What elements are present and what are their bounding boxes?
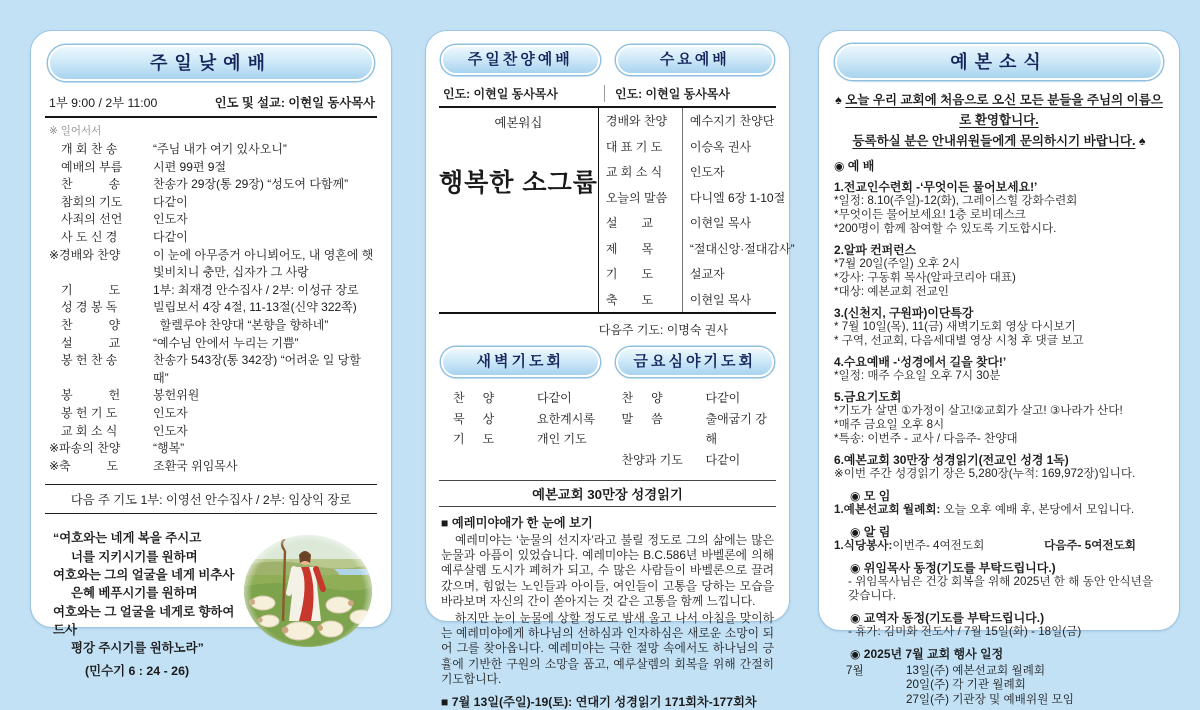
order-value: 봉헌위원 [153, 388, 200, 403]
order-label: 봉 헌 찬 송 [61, 353, 118, 368]
row-value: 다니엘 6장 1-10절 [689, 190, 786, 205]
panel-title-sunday-day-worship: 주일낮예배 [48, 45, 374, 81]
blessing-line: 여호와는 그의 얼굴을 네게 비추사 [53, 568, 235, 582]
wednesday-row [599, 210, 795, 236]
section-heading-worship: ◉ 예 배 [834, 158, 875, 173]
worship-order-row [61, 229, 377, 247]
bible-reading-paragraph: 하지만 눈이 눈물에 상할 정도로 밤새 울고 나서 아침을 맞이하는 예레미야에게 하나님의 선하심과 인자하심은 새로운 소망이 되어 그를 찾아옵니다. 예레미야는 극한 절망 속에서도 하나님의 긍휼에 기반한 구원의 소망을 품고, 예루살렘의 회복을 위해 간절히 기도합니다. [441, 611, 774, 686]
section-heading-staff: ◉ 교역자 동정(기도를 부탁드립니다.) [850, 610, 1045, 625]
worship-order-row [61, 282, 377, 300]
row-value: “절대신앙·절대감사” [689, 241, 795, 256]
news-item-line: *200명이 함께 참여할 수 있도록 기도합시다. [834, 221, 1057, 235]
order-value: 빌립보서 4장 4절, 11-13절(신약 322쪽) [153, 300, 357, 315]
news-item-line: *기도가 살면 ①가정이 살고!②교회가 살고! ③나라가 산다! [834, 403, 1123, 417]
panel-title-dawn-prayer: 새벽기도회 [441, 347, 600, 377]
order-value: “행복” [153, 441, 185, 456]
worship-order-row [61, 387, 377, 405]
schedule-event: 27일(주) 기관장 및 예배위원 모임 [906, 692, 1074, 706]
wednesday-row [599, 134, 795, 160]
row-value: 인도자 [689, 165, 725, 180]
service-times: 1부 9:00 / 2부 11:00 [49, 96, 158, 110]
stand-note: ※ 일어서서 [49, 125, 102, 137]
order-label: 찬 송 [61, 177, 121, 192]
order-label: 성 경 봉 독 [61, 300, 118, 315]
worship-order-row [61, 194, 377, 212]
news-item-title: 6.예본교회 30만장 성경읽기(전교인 성경 1독) [834, 452, 1069, 467]
order-label: ※파송의 찬양 [49, 441, 121, 456]
blessing-line: 여호와는 그 얼굴을 네게로 향하여 드사 [53, 604, 235, 638]
order-value: 1부: 최재경 안수집사 / 2부: 이성규 장로 [153, 282, 359, 297]
prayer-lists [439, 388, 776, 470]
blessing-reference: (민수기 6 : 24 - 26) [85, 663, 190, 678]
praise-column [439, 108, 599, 312]
row-value: 설교자 [689, 267, 725, 282]
praise-leader: 인도: 이현일 동사목사 [439, 85, 605, 102]
prayer-row [622, 450, 777, 471]
news-item-title: 3.(신천지, 구원파)이단특강 [834, 305, 974, 320]
row-value: 다같이 [705, 452, 741, 467]
news-item-title: 2.알파 컨퍼런스 [834, 242, 917, 257]
service-info-row [45, 93, 377, 118]
worship-table [439, 108, 795, 314]
order-label: ※축 도 [49, 458, 119, 473]
friday-prayer-list [608, 388, 777, 470]
news-item-line: * 구역, 선교회, 다음세대별 영상 시청 후 댓글 보고 [834, 333, 1084, 347]
news-item-title: 5.금요기도회 [834, 389, 902, 404]
wednesday-rows [599, 108, 795, 312]
order-value: 시편 99편 9절 [153, 159, 227, 174]
wednesday-row [599, 185, 795, 211]
order-label: 교 회 소 식 [61, 423, 118, 438]
section-heading-schedule: ◉ 2025년 7월 교회 행사 일정 [850, 646, 1004, 661]
welcome-line-2: 등록하실 분은 안내위원들에게 문의하시기 바랍니다. [852, 133, 1136, 148]
row-label: 설 교 [599, 210, 683, 236]
row-value: 요한계시록 [537, 411, 595, 426]
order-value: 인도자 [153, 405, 188, 420]
prayer-header-row [441, 347, 774, 377]
order-label: ※경배와 찬양 [49, 247, 121, 262]
panel-sunday-day-worship [30, 30, 392, 678]
bible-reading-heading: ■ 예레미야애가 한 눈에 보기 [441, 516, 593, 530]
panel-title-friday-prayer: 금요심야기도회 [616, 347, 775, 377]
order-label: 기 도 [61, 282, 121, 297]
praise-team: 예본워십 [494, 116, 543, 130]
section-heading-senior-pastor: ◉ 위임목사 동정(기도를 부탁드립니다.) [850, 560, 1056, 575]
worship-order-row [61, 335, 377, 353]
service-preacher: 인도 및 설교: 이현일 동사목사 [214, 96, 375, 110]
meeting-item [834, 503, 1164, 517]
wednesday-row [599, 159, 795, 185]
row-label: 오늘의 말씀 [599, 185, 683, 211]
section-heading-meeting: ◉ 모 임 [850, 488, 891, 503]
row-label: 축 도 [599, 287, 683, 313]
order-value: “예수님 안에서 누리는 기쁨” [153, 335, 299, 350]
order-label: 참회의 기도 [61, 194, 123, 209]
schedule-events [906, 664, 1074, 708]
row-label: 말 씀 [621, 411, 663, 426]
staff-line: - 휴가: 김미화 전도사 / 7월 15일(화) - 18일(금) [848, 624, 1082, 638]
panel-title-praise-worship: 주일찬양예배 [441, 45, 600, 75]
panel-title-church-news: 예본소식 [835, 44, 1163, 80]
order-value: 인도자 [153, 212, 188, 227]
order-value: 찬송가 29장(통 29장) “성도여 다함께” [153, 177, 349, 192]
bible-reading-paragraph: 예레미야는 ‘눈물의 선지자’라고 불릴 정도로 그의 삶에는 많은 눈물과 아픔이 있었습니다. 예레미야는 B.C.586년 바벨론에 의해 예루살렘 도시가 폐허가 되고, 수 많은 사람들이 바벨론으로 끌려갔으며, 힘없는 노인들과 아이들, 여인들이 고통을 당하는 모습을 바라보며 자신의 간이 쏟아지는 것 같은 고통을 함께 느낍니다. [441, 533, 774, 608]
row-value: 다같이 [705, 391, 741, 405]
blessing-line: 너를 지키시기를 원하며 [71, 549, 198, 564]
spade-icon: ♠ [835, 93, 842, 107]
section-heading-notice: ◉ 알 림 [850, 524, 891, 539]
order-label: 예배의 부름 [61, 159, 123, 174]
panel-praise-and-wednesday [425, 30, 795, 710]
meeting-item-label: 1.예본선교회 월례회: [834, 502, 941, 516]
blessing-line: 평강 주시기를 원하노라” [71, 641, 204, 656]
news-item-line: ※이번 주간 성경읽기 장은 5,280장(누적: 169,972장)입니다. [834, 466, 1136, 480]
spade-icon: ♠ [1138, 133, 1146, 148]
row-value: 이승옥 권사 [689, 139, 752, 154]
prayer-row [453, 429, 608, 450]
shepherd-with-sheep-image [239, 529, 377, 657]
row-value: 이현일 목사 [689, 216, 752, 231]
bible-reading-title: 예본교회 30만장 성경읽기 [439, 480, 776, 507]
row-value: 이현일 목사 [689, 292, 752, 307]
row-label: 기 도 [453, 432, 495, 446]
row-label: 제 목 [599, 236, 683, 262]
wednesday-leader: 인도: 이현일 동사목사 [615, 87, 730, 101]
order-value: 다같이 [153, 194, 188, 209]
leaders-row [439, 85, 776, 108]
meeting-item-text: 오늘 오후 예배 후, 본당에서 모입니다. [940, 502, 1135, 516]
worship-order-row [61, 299, 377, 317]
order-value: 이 눈에 아무증거 아니뵈어도, 내 영혼에 햇빛비치니 충만, 십자가 그 사랑 [153, 247, 374, 280]
order-label: 개 회 찬 송 [61, 142, 118, 156]
worship-order-row [61, 352, 377, 387]
praise-theme: 행복한 소그룹 [439, 169, 598, 197]
prayer-row [453, 388, 608, 409]
notice-item [834, 539, 1164, 553]
order-label: 설 교 [61, 335, 121, 350]
blessing-section [45, 529, 377, 680]
news-body [832, 159, 1166, 708]
order-value: “주님 내가 여기 있사오니” [153, 142, 287, 156]
news-item-line: *대상: 예본교회 전교인 [834, 284, 949, 298]
news-item-line: *강사: 구동휘 목사(알파코리아 대표) [834, 270, 1016, 284]
row-label: 묵 상 [453, 411, 495, 426]
blessing-line: “여호와는 네게 복을 주시고 [53, 531, 202, 546]
dawn-prayer-list [439, 388, 608, 470]
schedule-event: 13일(주) 예본선교회 월례회 [906, 663, 1046, 677]
worship-order-row [49, 458, 377, 476]
panel-church-news [818, 30, 1180, 706]
wednesday-next-week-prayer: 다음주 기도: 이명숙 권사 [598, 323, 728, 337]
order-label: 사죄의 선언 [61, 212, 123, 227]
notice-this-week: 이번주- 4여전도회 [892, 538, 985, 552]
row-label: 찬양과 기도 [621, 452, 683, 467]
prayer-row [622, 409, 777, 450]
order-value: 인도자 [153, 423, 188, 438]
wednesday-row [599, 287, 795, 313]
news-item-line: *일정: 8.10(주일)-12(화), 그레이스힐 강화수련회 [834, 193, 1078, 207]
row-label: 찬 양 [453, 391, 495, 405]
order-label: 봉 헌 기 도 [61, 405, 118, 420]
news-item-line: *7월 20일(주일) 오후 2시 [834, 256, 961, 270]
news-item-title: 1.전교인수련회 -‘무엇이든 물어보세요!’ [834, 179, 1038, 194]
notice-label: 1.식당봉사: [834, 538, 893, 552]
order-value: 다같이 [153, 229, 188, 244]
bible-reading-schedule: ■ 7월 13일(주일)-19(토): 연대기 성경읽기 171회차-177회차 [441, 695, 757, 710]
news-item-line: *매주 금요일 오후 8시 [834, 417, 945, 431]
worship-order-row [61, 141, 377, 159]
worship-order-row [61, 423, 377, 441]
senior-pastor-line: - 위임목사님은 건강 회복을 위해 2025년 한 해 동안 안식년을 갖습니다. [848, 574, 1154, 602]
prayer-row [622, 388, 777, 409]
blessing-verse [45, 529, 239, 680]
worship-order-row [61, 159, 377, 177]
row-label: 찬 양 [621, 391, 663, 405]
wednesday-row [599, 236, 795, 262]
prayer-row [453, 409, 608, 430]
row-label: 교 회 소 식 [599, 159, 683, 185]
news-item-line: *무엇이든 물어보세요! 1층 로비데스크 [834, 207, 1026, 221]
schedule-month: 7월 [846, 663, 864, 677]
row-label: 경배와 찬양 [599, 108, 683, 134]
row-value: 개인 기도 [537, 432, 587, 446]
news-item-line: *일정: 매주 수요일 오후 7시 30분 [834, 368, 1001, 382]
monthly-schedule [834, 664, 1164, 708]
order-label: 사 도 신 경 [61, 229, 118, 244]
row-value: 다같이 [537, 391, 572, 405]
worship-order-row [61, 405, 377, 423]
wednesday-row [599, 261, 795, 287]
next-week-prayer: 다음 주 기도 1부: 이영선 안수집사 / 2부: 임상익 장로 [45, 484, 377, 514]
notice-next-week: 다음주- 5여전도회 [1044, 538, 1136, 552]
row-value: 예수지기 찬양단 [689, 114, 775, 129]
row-label: 대 표 기 도 [599, 134, 683, 160]
order-value: 조환국 위임목사 [153, 458, 238, 473]
order-label: 찬 양 [61, 317, 121, 332]
news-item-line: *특송: 이번주 - 교사 / 다음주- 찬양대 [834, 431, 1018, 445]
worship-order-row [61, 211, 377, 229]
news-item-line: * 7월 10일(목), 11(금) 새벽기도회 영상 다시보기 [834, 319, 1076, 333]
order-value: 찬송가 543장(통 342장) “어려운 일 당할 때” [153, 353, 365, 385]
row-label: 기 도 [599, 261, 683, 287]
wednesday-row [599, 108, 795, 134]
worship-order-row [61, 317, 377, 335]
middle-header-row [441, 45, 774, 75]
panel-title-wednesday-worship: 수요예배 [616, 45, 775, 75]
worship-order-row [49, 247, 377, 282]
welcome-line-1: 오늘 우리 교회에 처음으로 오신 모든 분들을 주님의 이름으로 환영합니다. [845, 93, 1163, 128]
news-item-title: 4.수요예배 -‘성경에서 길을 찾다!’ [834, 354, 1007, 369]
blessing-line: 은혜 베푸시기를 원하며 [71, 586, 198, 601]
row-value: 출애굽기 강해 [705, 411, 767, 446]
worship-order-list [45, 141, 377, 475]
worship-order-row [61, 176, 377, 194]
order-label: 봉 헌 [61, 388, 121, 403]
order-value: 할렐루야 찬양대 “본향을 향하네” [153, 317, 329, 332]
schedule-event: 20일(주) 각 기관 월례회 [906, 678, 1026, 692]
worship-order-row [49, 440, 377, 458]
welcome-message [832, 90, 1166, 151]
